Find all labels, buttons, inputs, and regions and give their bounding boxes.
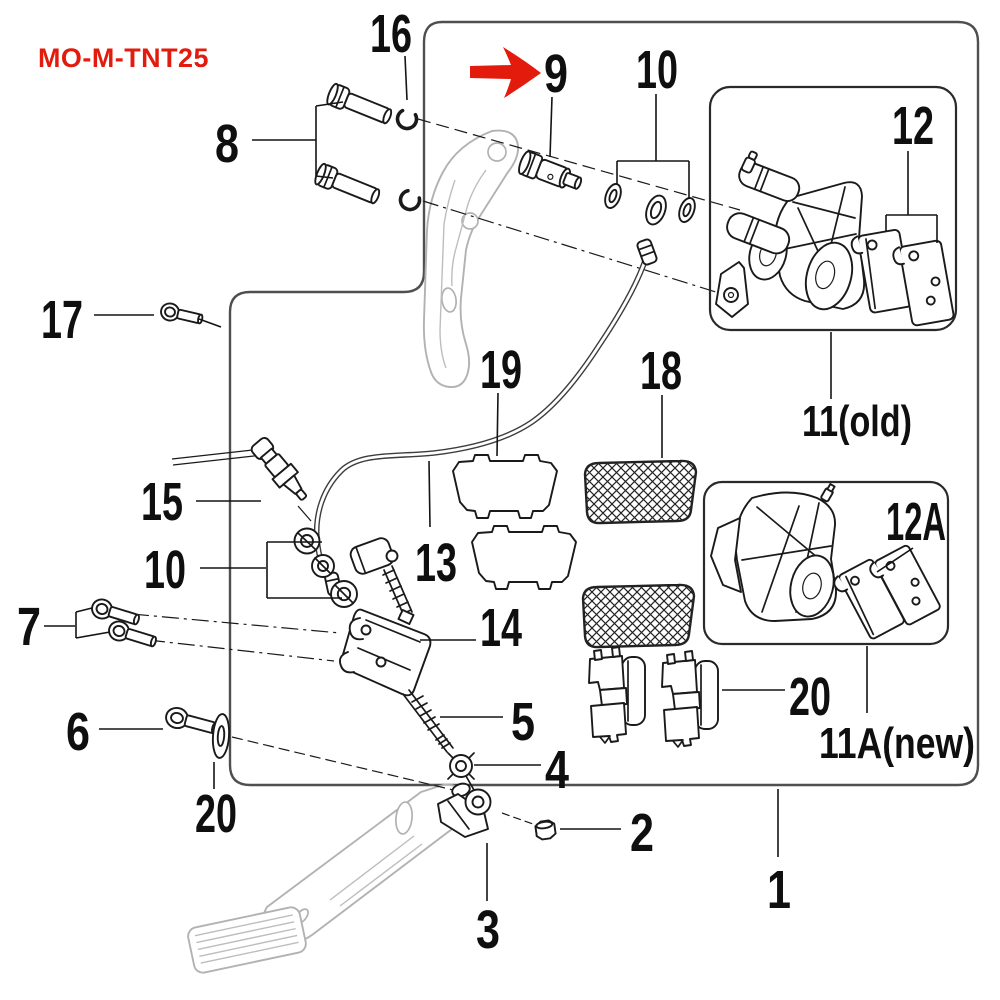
part-label-1: 1 (767, 860, 791, 920)
hex-nut-2 (535, 820, 556, 840)
part-label-19: 19 (480, 340, 522, 400)
part-label-11-old: 11(old) (802, 397, 912, 446)
part-label-5: 5 (511, 692, 535, 752)
part-label-20-right: 20 (789, 667, 831, 727)
part-label-20-left: 20 (195, 784, 237, 844)
part-label-2: 2 (630, 803, 654, 863)
part-label-15: 15 (141, 472, 183, 532)
part-label-8: 8 (215, 114, 239, 174)
part-label-17: 17 (41, 290, 83, 350)
part-label-9: 9 (544, 44, 568, 104)
part-label-12: 12 (892, 96, 934, 156)
part-label-6: 6 (66, 702, 90, 762)
part-label-12a: 12A (886, 492, 946, 552)
part-label-3: 3 (476, 900, 500, 960)
pad-shim-upper (453, 455, 557, 518)
part-label-7: 7 (17, 597, 41, 657)
part-label-10-left: 10 (144, 540, 186, 600)
part-label-10-top: 10 (636, 40, 678, 100)
part-label-18: 18 (640, 341, 682, 401)
pad-shim-lower (472, 526, 576, 589)
part-label-16: 16 (370, 4, 412, 64)
part-label-11a-new: 11A(new) (819, 719, 975, 768)
brake-pad-lower (583, 585, 694, 647)
part-label-13: 13 (415, 533, 457, 593)
part-label-14: 14 (480, 598, 522, 658)
brake-pad-upper (585, 461, 696, 523)
part-label-4: 4 (545, 740, 569, 800)
diagram-title: MO-M-TNT25 (38, 43, 209, 73)
